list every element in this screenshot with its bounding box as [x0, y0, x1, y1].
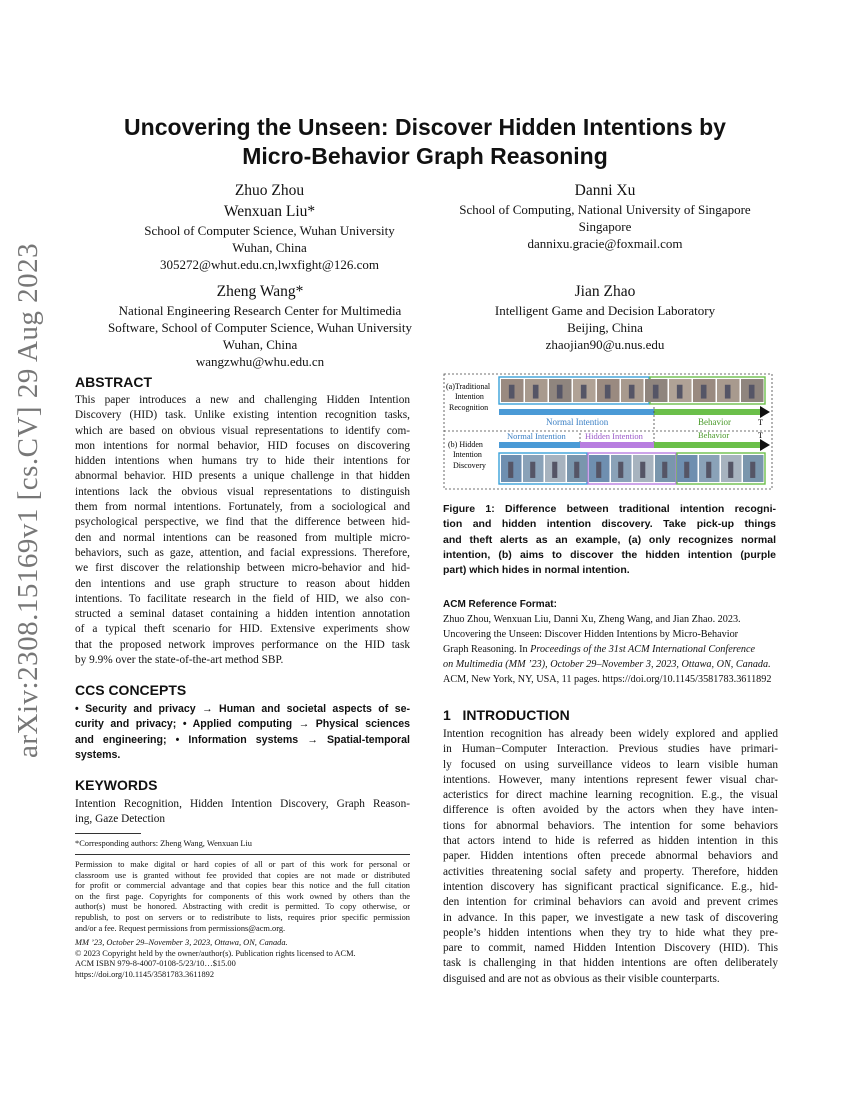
author-block-3	[80, 281, 440, 370]
intro-title: INTRODUCTION	[462, 707, 570, 723]
person-silhouette	[701, 385, 707, 399]
abstract-line: by 9.9% over the state-of-the-art method SBP.	[75, 654, 284, 667]
normal-intention-label-b: Normal Intention	[507, 431, 566, 441]
normal-intention-bar-b	[499, 442, 580, 448]
ccs-body	[75, 702, 410, 763]
acm-ref-proceedings: Proceedings of the 31st ACM International Conference	[530, 644, 755, 656]
keyword-line: ing, Gaze Detection	[75, 813, 166, 826]
author-email: wangzwhu@whu.edu.cn	[195, 354, 325, 369]
acm-ref-text: Graph Reasoning. In	[443, 644, 531, 656]
figure-1	[443, 373, 773, 490]
intro-line: intention discovery has significant practical significance. E.g., hid-	[443, 880, 778, 893]
intro-line: in advance. In this paper, we investigate a new task of discovering	[443, 911, 778, 924]
caption-line: and theft alerts as an example, (a) only recognizes normal	[443, 533, 776, 546]
ccs-line: curity and privacy; • Applied computing → Physical sciences	[75, 718, 410, 731]
person-silhouette	[574, 462, 579, 478]
row-a-label-3: Recognition	[449, 403, 489, 412]
permission-line: Permission to make digital or hard copies of all or part of this work for personal or	[75, 860, 410, 869]
author-affiliation: School of Computing, National University of Singapore	[459, 202, 751, 217]
permission-line: and/or a fee. Request permissions from permissions@acm.org.	[75, 923, 286, 933]
caption-line: intention, (b) aims to discover the hidden intention (purple	[443, 548, 776, 561]
abstract-line: hidden intentions when humans try to hide their intentions for	[75, 455, 410, 468]
conference-line: MM ’23, October 29–November 3, 2023, Ottawa, ON, Canada.	[75, 938, 288, 947]
author-email: dannixu.gracie@foxmail.com	[527, 236, 683, 251]
abstract-line: mon intentions for normal behavior, HID focuses on discovering	[75, 439, 410, 452]
intro-line: Intention recognition has already been widely explored and applied	[443, 728, 778, 740]
row-b-label-1: (b) Hidden	[448, 440, 483, 449]
keywords-heading: KEYWORDS	[75, 777, 158, 793]
behavior-label-b: Behavior	[698, 430, 730, 440]
abstract-line: den intentions and use graph structure to reason about hidden	[75, 577, 410, 590]
behavior-bar-b	[654, 442, 760, 448]
row-b-label-3: Discovery	[453, 461, 486, 470]
permission-line: classroom use is granted without fee provided that copies are not made or distributed	[75, 870, 410, 880]
row-a-label-1: (a)Traditional	[446, 382, 491, 391]
intro-line: pare to commit, named Hidden Intention Discovery (HID). This	[443, 942, 778, 955]
normal-intention-label-a: Normal Intention	[546, 417, 609, 427]
acm-ref-heading: ACM Reference Format:	[443, 599, 557, 610]
person-silhouette	[596, 462, 601, 478]
intro-line: den intention for criminal behaviors can avoid and prevent crimes	[443, 896, 778, 909]
intro-line: paper. Hidden intentions often precede abnormal behaviors and	[443, 850, 778, 863]
person-silhouette	[750, 462, 755, 478]
intro-line: task is challenging in that hidden intentions are often deliberately	[443, 957, 778, 970]
time-marker-b: T	[758, 431, 763, 440]
timeline-arrow-a	[760, 406, 770, 418]
footnote-rule	[75, 833, 141, 834]
abstract-line: behaviors, such as gaze, attention, and facial expressions. Therefore,	[75, 546, 410, 559]
intro-line: difference is often avoided by the actors when they have inten-	[443, 804, 778, 817]
footnote: *Corresponding authors: Zheng Wang, Wenxuan Liu	[75, 839, 252, 848]
author-city: Singapore	[578, 219, 632, 234]
copyright-block	[75, 938, 410, 980]
acm-ref-line: on Multimedia (MM ’23), October 29–November 3, 2023, Ottawa, ON, Canada.	[443, 659, 771, 671]
author-affiliation: School of Computer Science, Wuhan University	[144, 223, 395, 238]
author-name: Zhuo Zhou	[234, 182, 305, 199]
intro-line: acteristics for direct machine learning recognition. E.g., the visual	[443, 789, 778, 802]
keyword-line: Intention Recognition, Hidden Intention Discovery, Graph Reason-	[75, 798, 410, 810]
figure-1-graphic	[443, 373, 773, 490]
intro-line: tions for abnormal behaviors. The intention for some behaviors	[443, 819, 778, 832]
isbn-line: ACM ISBN 979-8-4007-0108-5/23/10…$15.00	[75, 959, 236, 969]
abstract-line: them from normal intentions. Fortunately, from a sociological and	[75, 501, 410, 514]
abstract-line: that the proposed network improves performance on the HID task	[75, 638, 410, 651]
author-name: Jian Zhao	[574, 283, 636, 300]
intro-line: activities threatening social safety and property. Therefore, hidden	[443, 865, 778, 878]
abstract-line: intentions lack the obvious visual representations to distinguish	[75, 485, 410, 498]
intro-heading	[443, 707, 570, 723]
permission-line: for profit or commercial advantage and that copies bear this notice and the full citation	[75, 881, 410, 891]
frames-row-b	[501, 455, 764, 482]
title-line-2: Micro-Behavior Graph Reasoning	[242, 143, 608, 169]
abstract-line: of a typical theft scenario for HID. Extensive experiments show	[75, 623, 410, 636]
author-affiliation: National Engineering Research Center for Multimedia	[118, 303, 402, 318]
intro-line: people’s hidden intentions when they try to hide what they pre-	[443, 926, 778, 939]
hidden-intention-bar	[580, 442, 654, 448]
permission-line: author(s) must be honored. Abstracting with credit is permitted. To copy otherwise, or	[75, 902, 410, 912]
arxiv-sidebar	[4, 242, 64, 758]
keywords-body	[75, 797, 410, 828]
caption-line: part) which hides in normal intention.	[443, 564, 630, 577]
author-name: Danni Xu	[574, 182, 636, 199]
caption-line: tion and hidden intention discovery. Take pick-up things	[443, 518, 776, 531]
author-city: Wuhan, China	[222, 337, 298, 352]
author-city: Wuhan, China	[232, 240, 307, 255]
author-block-4	[425, 281, 785, 353]
frames-row-a	[501, 379, 764, 402]
abstract-line: This paper introduces a new and challenging Hidden Intention	[75, 394, 410, 406]
figure-caption	[443, 502, 776, 578]
person-silhouette	[557, 385, 563, 399]
permission-block	[75, 860, 410, 934]
normal-intention-bar-a	[499, 409, 654, 415]
person-silhouette	[728, 462, 733, 478]
author-name: Wenxuan Liu*	[223, 203, 316, 220]
permission-rule	[75, 854, 410, 855]
abstract-heading: ABSTRACT	[75, 374, 152, 390]
person-silhouette	[653, 385, 659, 399]
behavior-bar-a	[654, 409, 760, 415]
acm-reference	[443, 597, 783, 688]
person-silhouette	[706, 462, 711, 478]
abstract-body	[75, 393, 410, 668]
acm-ref-line: Uncovering the Unseen: Discover Hidden Intentions by Micro-Behavior	[443, 629, 739, 641]
intro-body	[443, 727, 778, 987]
person-silhouette	[662, 462, 667, 478]
acm-ref-line[interactable]: ACM, New York, NY, USA, 11 pages. https://doi.org/10.1145/3581783.3611892	[443, 674, 772, 686]
ccs-line: systems.	[75, 748, 121, 761]
arxiv-id: arXiv:2308.15169v1 [cs.CV] 29 Aug 2023	[12, 242, 44, 758]
row-b-label-2: Intention	[453, 450, 482, 459]
author-name: Zheng Wang*	[216, 283, 304, 300]
abstract-line: we first discover the relationship between micro-behavior and hid-	[75, 562, 410, 575]
author-affiliation: Software, School of Computer Science, Wuhan University	[108, 320, 412, 335]
doi-line[interactable]: https://doi.org/10.1145/3581783.3611892	[75, 969, 215, 979]
person-silhouette	[509, 385, 515, 399]
person-silhouette	[677, 385, 683, 399]
paper-title	[70, 113, 780, 171]
timeline-arrow-b	[760, 439, 770, 451]
person-silhouette	[725, 385, 731, 399]
acm-ref-line: Zhuo Zhou, Wenxuan Liu, Danni Xu, Zheng Wang, and Jian Zhao. 2023.	[443, 614, 741, 626]
ccs-line: • Security and privacy → Human and societal aspects of se-	[75, 703, 410, 715]
author-city: Beijing, China	[567, 320, 643, 335]
title-line-1: Uncovering the Unseen: Discover Hidden Intentions by	[124, 114, 726, 140]
person-silhouette	[684, 462, 689, 478]
person-silhouette	[581, 385, 587, 399]
hidden-intention-label: Hidden Intention	[585, 431, 643, 441]
author-email: 305272@whut.edu.cn,lwxfight@126.com	[160, 257, 379, 272]
ccs-heading: CCS CONCEPTS	[75, 682, 187, 698]
abstract-line: psychological perspective, we find that the difference between hid-	[75, 516, 410, 529]
copyright-line: © 2023 Copyright held by the owner/author(s). Publication rights licensed to ACM.	[75, 948, 356, 958]
author-email: zhaojian90@u.nus.edu	[545, 337, 665, 352]
intro-line: in Human−Computer Interaction. Previous studies have primari-	[443, 743, 778, 756]
intro-line: that actors intend to hide is referred as hidden intention in this	[443, 835, 778, 848]
abstract-line: structed a seminal dataset containing a hidden intention annotation	[75, 608, 410, 621]
ccs-line: and engineering; • Information systems → Spatial-temporal	[75, 733, 410, 746]
person-silhouette	[749, 385, 755, 399]
person-silhouette	[530, 462, 535, 478]
author-affiliation: Intelligent Game and Decision Laboratory	[494, 303, 716, 318]
abstract-line: den and normal intentions can be reasoned from multiple micro-	[75, 531, 410, 544]
intro-line: intentions. However, many intentions represent fewer visual char-	[443, 773, 778, 786]
person-silhouette	[605, 385, 611, 399]
caption-line: Figure 1: Difference between traditional intention recogni-	[443, 503, 776, 515]
abstract-line: abnormal behavior. HID presents a unique challenge in that hidden	[75, 470, 410, 483]
acm-ref-line	[443, 642, 783, 657]
person-silhouette	[629, 385, 635, 399]
time-marker-a: T	[758, 418, 763, 427]
abstract-line: intentions. To facilitate research in the field of HID, we also con-	[75, 592, 410, 605]
behavior-label-a: Behavior	[698, 417, 731, 427]
permission-line: on the first page. Copyrights for components of this work owned by others than the	[75, 891, 410, 901]
intro-line: disguised and are not as obvious as their visible counterparts.	[443, 972, 720, 985]
intro-number: 1	[443, 707, 451, 723]
abstract-line: which are based on obvious visual representations to identify com-	[75, 424, 410, 437]
permission-line: republish, to post on servers or to redistribute to lists, requires prior specific permission	[75, 912, 410, 922]
person-silhouette	[552, 462, 557, 478]
row-a-label-2: Intention	[455, 392, 484, 401]
person-silhouette	[618, 462, 623, 478]
abstract-line: Discovery (HID) task. Unlike existing intention recognition tasks,	[75, 409, 410, 422]
author-block-1	[92, 180, 447, 273]
author-block-2	[425, 180, 785, 252]
person-silhouette	[508, 462, 513, 478]
intro-line: ly focused on using surveillance videos to learn visible human	[443, 758, 778, 771]
person-silhouette	[640, 462, 645, 478]
person-silhouette	[533, 385, 539, 399]
